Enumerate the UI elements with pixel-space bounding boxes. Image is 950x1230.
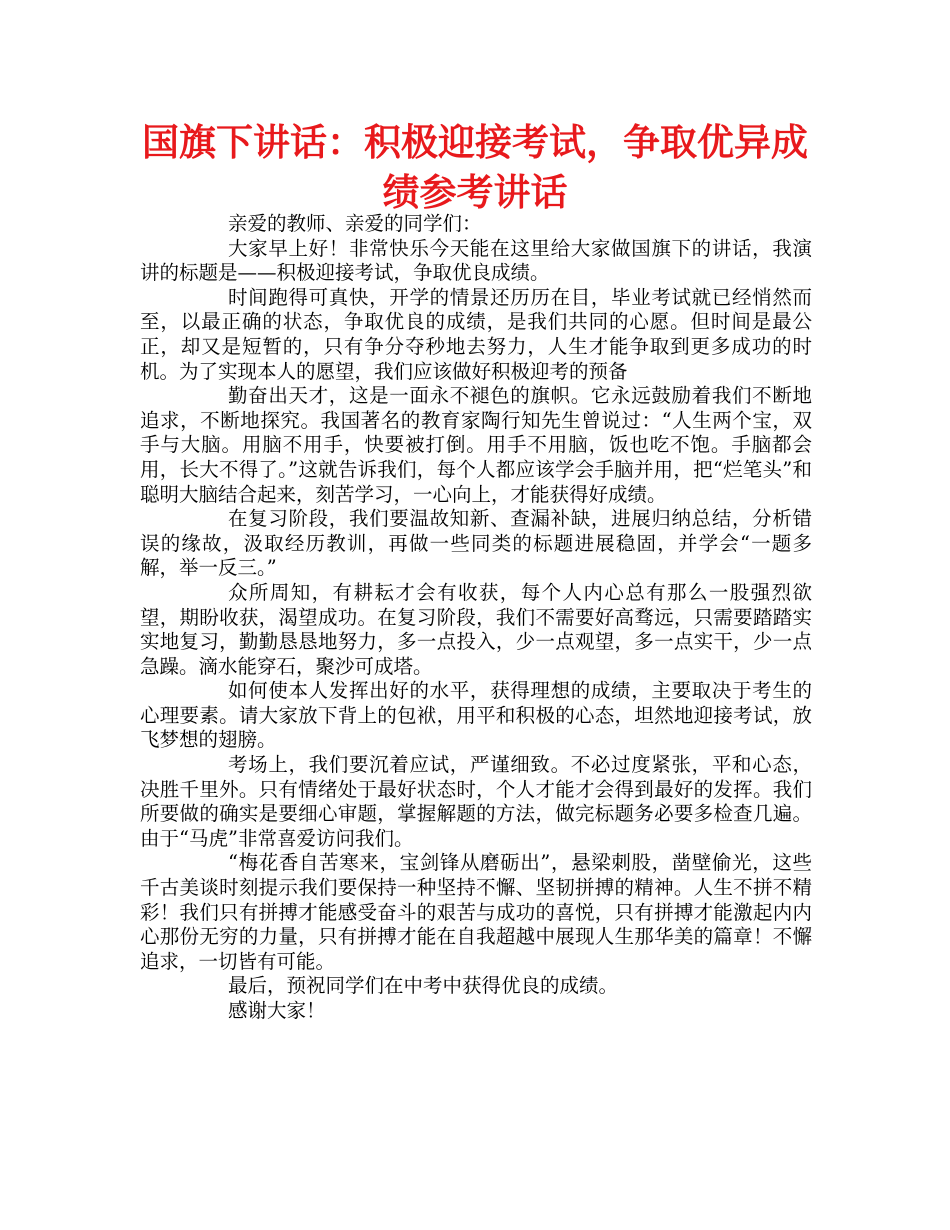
title-line-2: 绩参考讲话 — [382, 171, 568, 214]
thanks-paragraph: 感谢大家！ — [228, 999, 326, 1022]
document-title — [130, 118, 820, 218]
body-paragraph: 如何使本人发挥出好的水平，获得理想的成绩，主要取决于考生的心理要素。请大家放下背上的包袱，用平和积极的心态，坦然地迎接考试，放飞梦想的翅膀。 — [140, 679, 812, 752]
document-body — [140, 212, 812, 1024]
closing-paragraph: 最后，预祝同学们在中考中获得优良的成绩。 — [228, 974, 619, 998]
salutation-paragraph: 亲爱的教师、亲爱的同学们： — [228, 212, 482, 235]
body-paragraph: 考场上，我们要沉着应试，严谨细致。不必过度紧张，平和心态，决胜千里外。只有情绪处于最好状态时，个人才能才会得到最好的发挥。我们所要做的确实是要细心审题，掌握解题的方法，做完标题务必要多检查几遍。由于“马虎”非常喜爱访问我们。 — [140, 753, 812, 850]
title-line-1: 国旗下讲话：积极迎接考试，争取优异成 — [142, 121, 808, 164]
body-paragraph: 勤奋出天才，这是一面永不褪色的旗帜。它永远鼓励着我们不断地追求，不断地探究。我国著名的教育家陶行知先生曾说过：“人生两个宝，双手与大脑。用脑不用手，快要被打倒。用手不用脑，饭也吃不饱。手脑都会用，长大不得了。”这就告诉我们，每个人都应该学会手脑并用，把“烂笔头”和聪明大脑结合起来，刻苦学习，一心向上，才能获得好成绩。 — [140, 384, 812, 506]
body-paragraph: 在复习阶段，我们要温故知新、查漏补缺，进展归纳总结，分析错误的缘故，汲取经历教训，再做一些同类的标题进展稳固，并学会“一题多解，举一反三。” — [140, 507, 812, 580]
body-paragraph: 众所周知，有耕耘才会有收获，每个人内心总有那么一股强烈欲望，期盼收获，渴望成功。在复习阶段，我们不需要好高骛远，只需要踏踏实实地复习，勤勤恳恳地努力，多一点投入，少一点观望，多一点实干，少一点急躁。滴水能穿石，聚沙可成塔。 — [140, 580, 812, 678]
body-paragraph: 大家早上好！非常快乐今天能在这里给大家做国旗下的讲话，我演讲的标题是——积极迎接考试，争取优良成绩。 — [140, 236, 812, 285]
body-paragraph: “梅花香自苦寒来，宝剑锋从磨砺出”，悬梁刺股，凿壁偷光，这些千古美谈时刻提示我们要保持一种坚持不懈、坚韧拼搏的精神。人生不拼不精彩！我们只有拼搏才能感受奋斗的艰苦与成功的喜悦，只有拼搏才能激起内内心那份无穷的力量，只有拼搏才能在自我超越中展现人生那华美的篇章！不懈追求，一切皆有可能。 — [140, 851, 812, 973]
body-paragraph: 时间跑得可真快，开学的情景还历历在目，毕业考试就已经悄然而至，以最正确的状态，争取优良的成绩，是我们共同的心愿。但时间是最公正，却又是短暂的，只有争分夺秒地去努力，人生才能争取到更多成功的时机。为了实现本人的愿望，我们应该做好积极迎考的预备 — [140, 285, 812, 383]
